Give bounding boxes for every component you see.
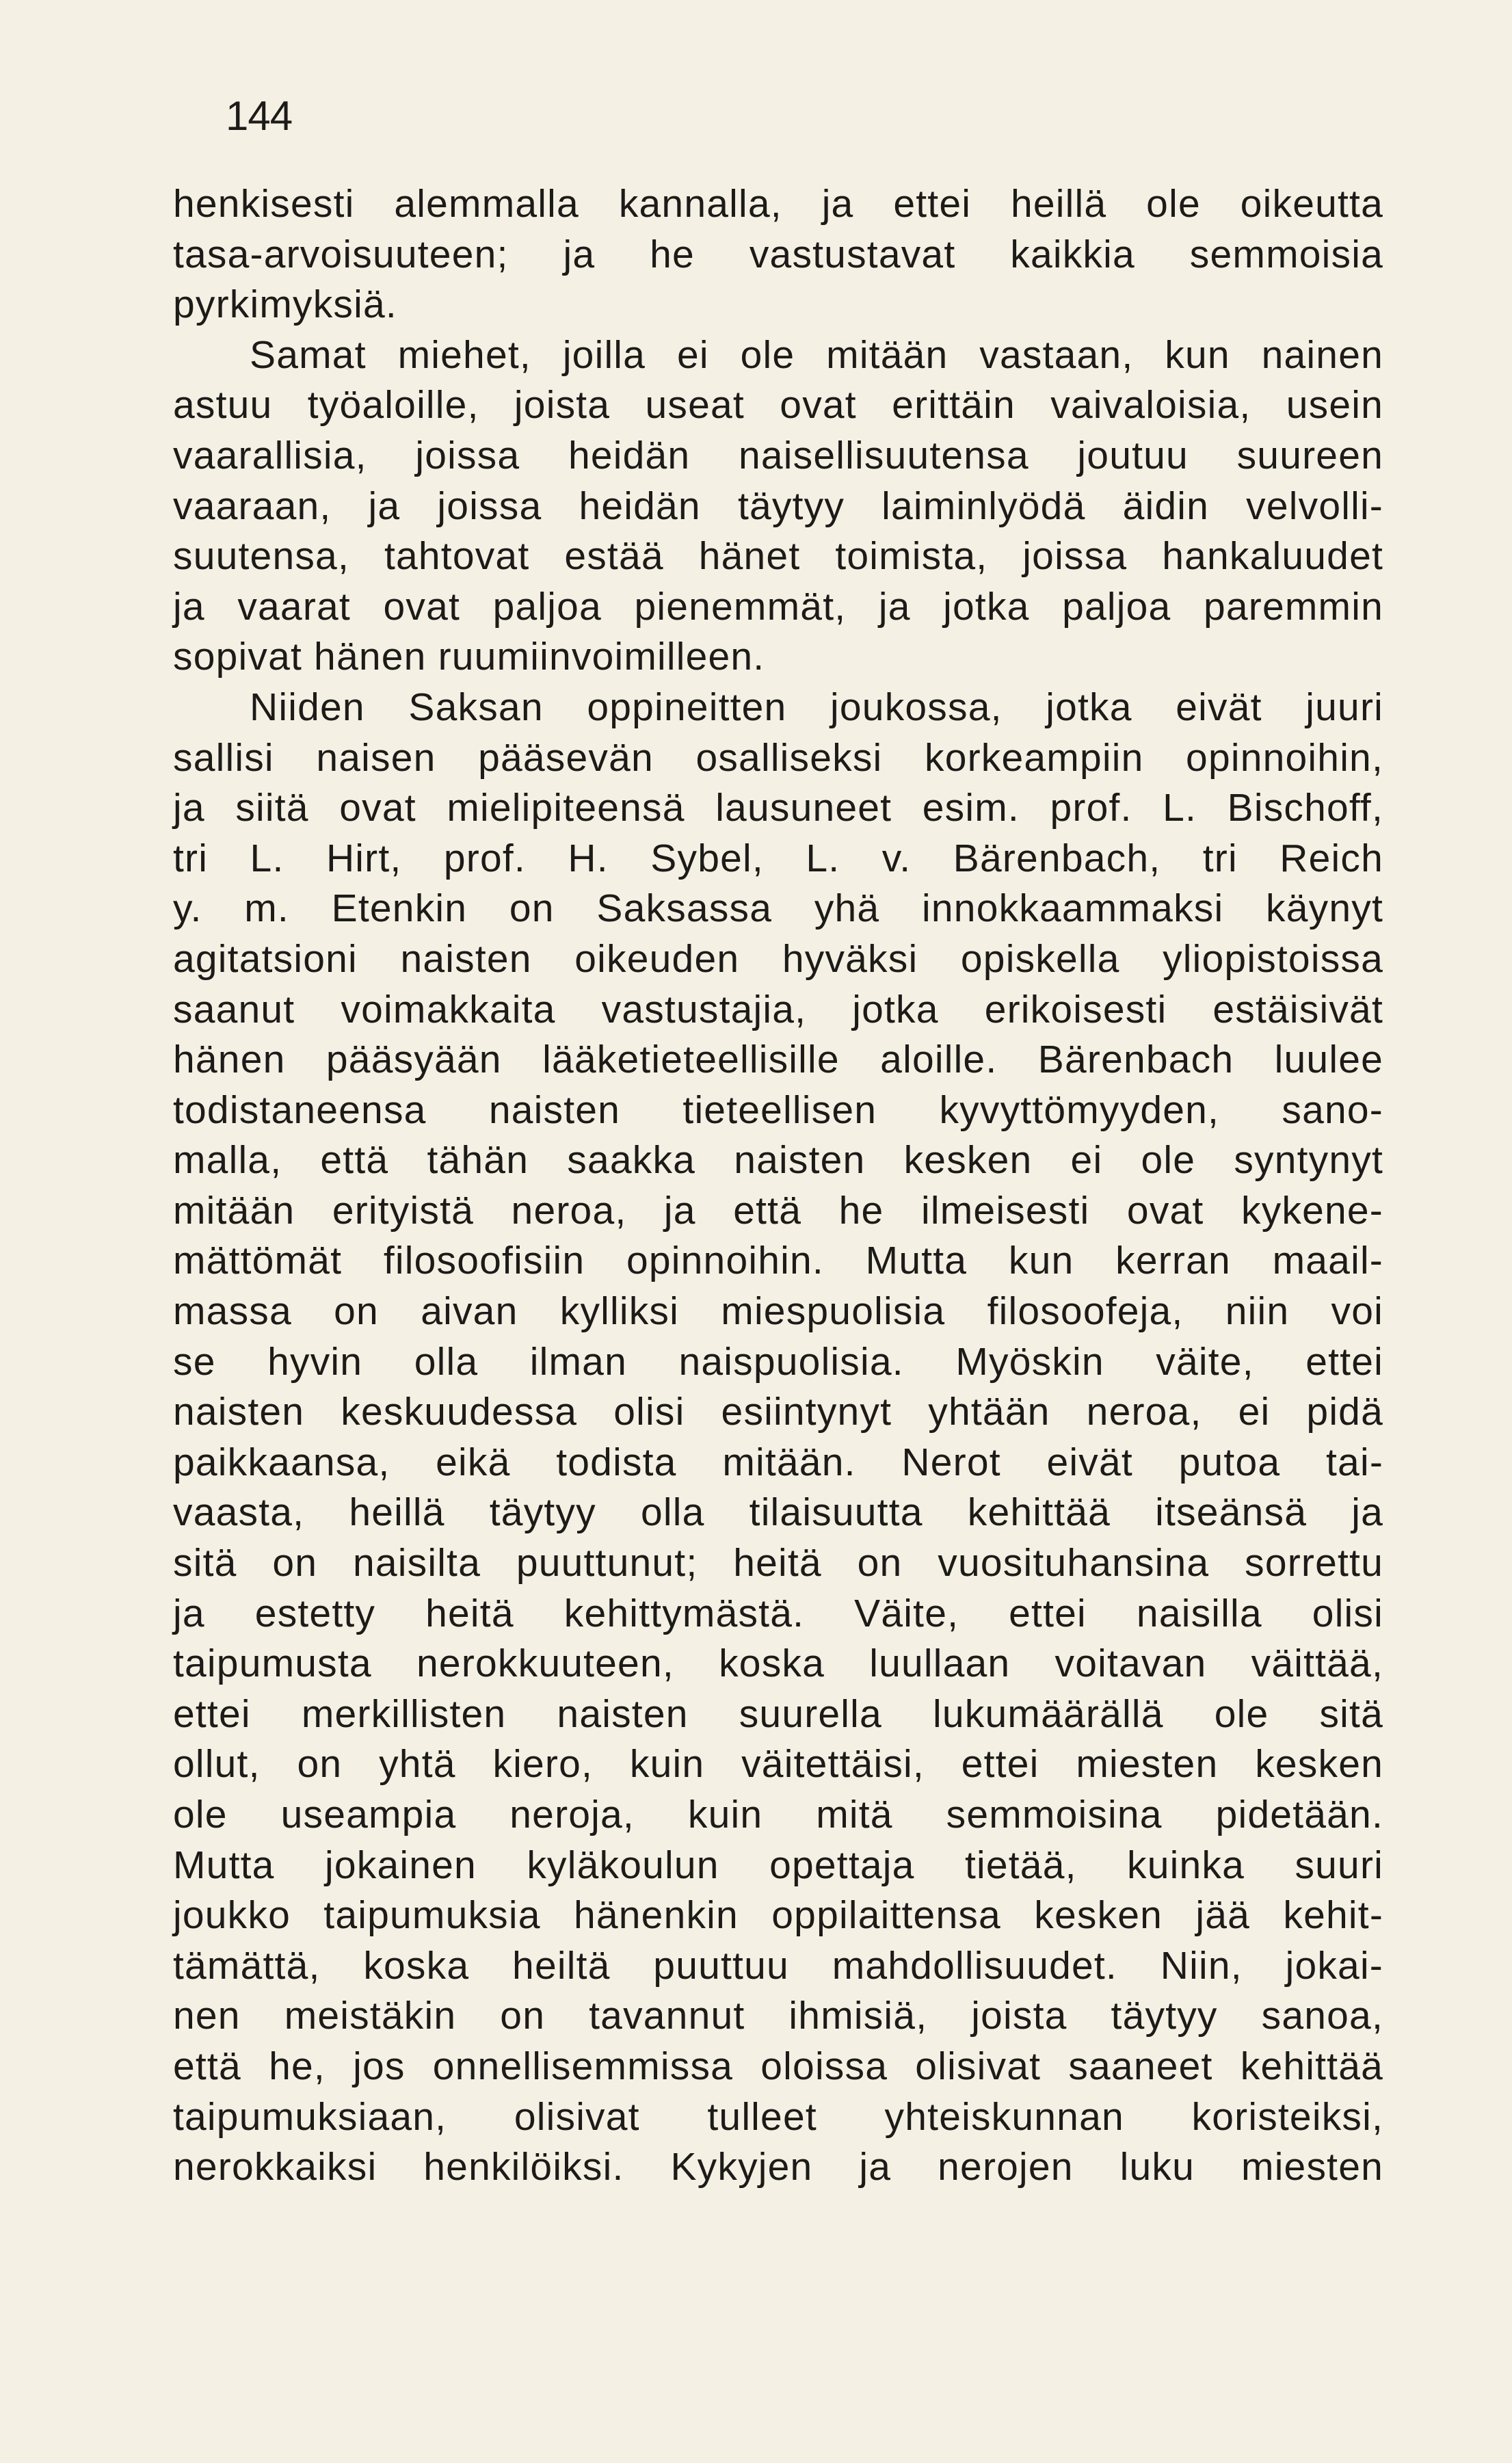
text-line: nerokkaiksi henkilöiksi. Kykyjen ja nerojen luku miesten xyxy=(173,2145,1383,2189)
text-line: astuu työaloille, joista useat ovat erittäin vaivaloisia, usein xyxy=(173,383,1383,427)
text-line: joukko taipumuksia hänenkin oppilaittensa kesken jää kehit- xyxy=(173,1893,1383,1938)
text-line: naisten keskuudessa olisi esiintynyt yhtään neroa, ei pidä xyxy=(173,1390,1383,1434)
text-line: Mutta jokainen kyläkoulun opettaja tietää, kuinka suuri xyxy=(173,1843,1383,1887)
text-line: ja estetty heitä kehittymästä. Väite, ettei naisilla olisi xyxy=(173,1591,1383,1635)
text-line: ja vaarat ovat paljoa pienemmät, ja jotka paljoa paremmin xyxy=(173,584,1383,629)
page-number: 144 xyxy=(226,93,293,139)
text-line: tri L. Hirt, prof. H. Sybel, L. v. Bärenbach, tri Reich xyxy=(173,836,1383,880)
text-line: pyrkimyksiä. xyxy=(173,282,397,327)
text-line: nen meistäkin on tavannut ihmisiä, joista täytyy sanoa, xyxy=(173,1994,1383,2038)
text-line: ettei merkillisten naisten suurella lukumäärällä ole sitä xyxy=(173,1691,1383,1736)
text-line: vaaraan, ja joissa heidän täytyy laiminlyödä äidin velvolli- xyxy=(173,484,1383,528)
text-line: saanut voimakkaita vastustajia, jotka erikoisesti estäisivät xyxy=(173,987,1383,1031)
text-line: ja siitä ovat mielipiteensä lausuneet esim. prof. L. Bischoff, xyxy=(173,786,1383,830)
text-line: vaarallisia, joissa heidän naisellisuutensa joutuu suureen xyxy=(173,433,1383,477)
text-line: taipumuksiaan, olisivat tulleet yhteiskunnan koristeiksi, xyxy=(173,2094,1383,2139)
text-line: ollut, on yhtä kiero, kuin väitettäisi, ettei miesten kesken xyxy=(173,1742,1383,1787)
text-line: että he, jos onnellisemmissa oloissa olisivat saaneet kehittää xyxy=(173,2044,1383,2088)
text-line: y. m. Etenkin on Saksassa yhä innokkaammaksi käynyt xyxy=(173,886,1383,931)
text-line: todistaneensa naisten tieteellisen kyvyttömyyden, sano- xyxy=(173,1088,1383,1132)
text-line: suutensa, tahtovat estää hänet toimista, joissa hankaluudet xyxy=(173,534,1383,579)
text-line: tasa-arvoisuuteen; ja he vastustavat kaikkia semmoisia xyxy=(173,232,1383,276)
text-line: Niiden Saksan oppineitten joukossa, jotka eivät juuri xyxy=(250,685,1383,729)
text-line: sitä on naisilta puuttunut; heitä on vuosituhansina sorrettu xyxy=(173,1541,1383,1585)
text-line: sopivat hänen ruumiinvoimilleen. xyxy=(173,635,765,679)
text-line: massa on aivan kylliksi miespuolisia filosoofeja, niin voi xyxy=(173,1289,1383,1334)
text-line: Samat miehet, joilla ei ole mitään vastaan, kun nainen xyxy=(250,332,1383,377)
text-line: paikkaansa, eikä todista mitään. Nerot eivät putoa tai- xyxy=(173,1440,1383,1484)
text-line: sallisi naisen pääsevän osalliseksi korkeampiin opinnoihin, xyxy=(173,735,1383,780)
text-line: mättömät filosoofisiin opinnoihin. Mutta kun kerran maail- xyxy=(173,1239,1383,1283)
text-line: mitään erityistä neroa, ja että he ilmeisesti ovat kykene- xyxy=(173,1188,1383,1233)
text-line: tämättä, koska heiltä puuttuu mahdollisuudet. Niin, jokai- xyxy=(173,1943,1383,1988)
text-line: malla, että tähän saakka naisten kesken ei ole syntynyt xyxy=(173,1138,1383,1183)
text-line: taipumusta nerokkuuteen, koska luullaan voitavan väittää, xyxy=(173,1642,1383,1686)
text-line: ole useampia neroja, kuin mitä semmoisina pidetään. xyxy=(173,1793,1383,1836)
text-line: agitatsioni naisten oikeuden hyväksi opiskella yliopistoissa xyxy=(173,936,1383,981)
text-line: hänen pääsyään lääketieteellisille aloille. Bärenbach luulee xyxy=(173,1038,1383,1082)
body-text xyxy=(173,179,1383,2193)
text-line: henkisesti alemmalla kannalla, ja ettei heillä ole oikeutta xyxy=(173,182,1383,226)
text-line: se hyvin olla ilman naispuolisia. Myöskin väite, ettei xyxy=(173,1339,1383,1384)
text-line: vaasta, heillä täytyy olla tilaisuutta kehittää itseänsä ja xyxy=(173,1490,1383,1535)
